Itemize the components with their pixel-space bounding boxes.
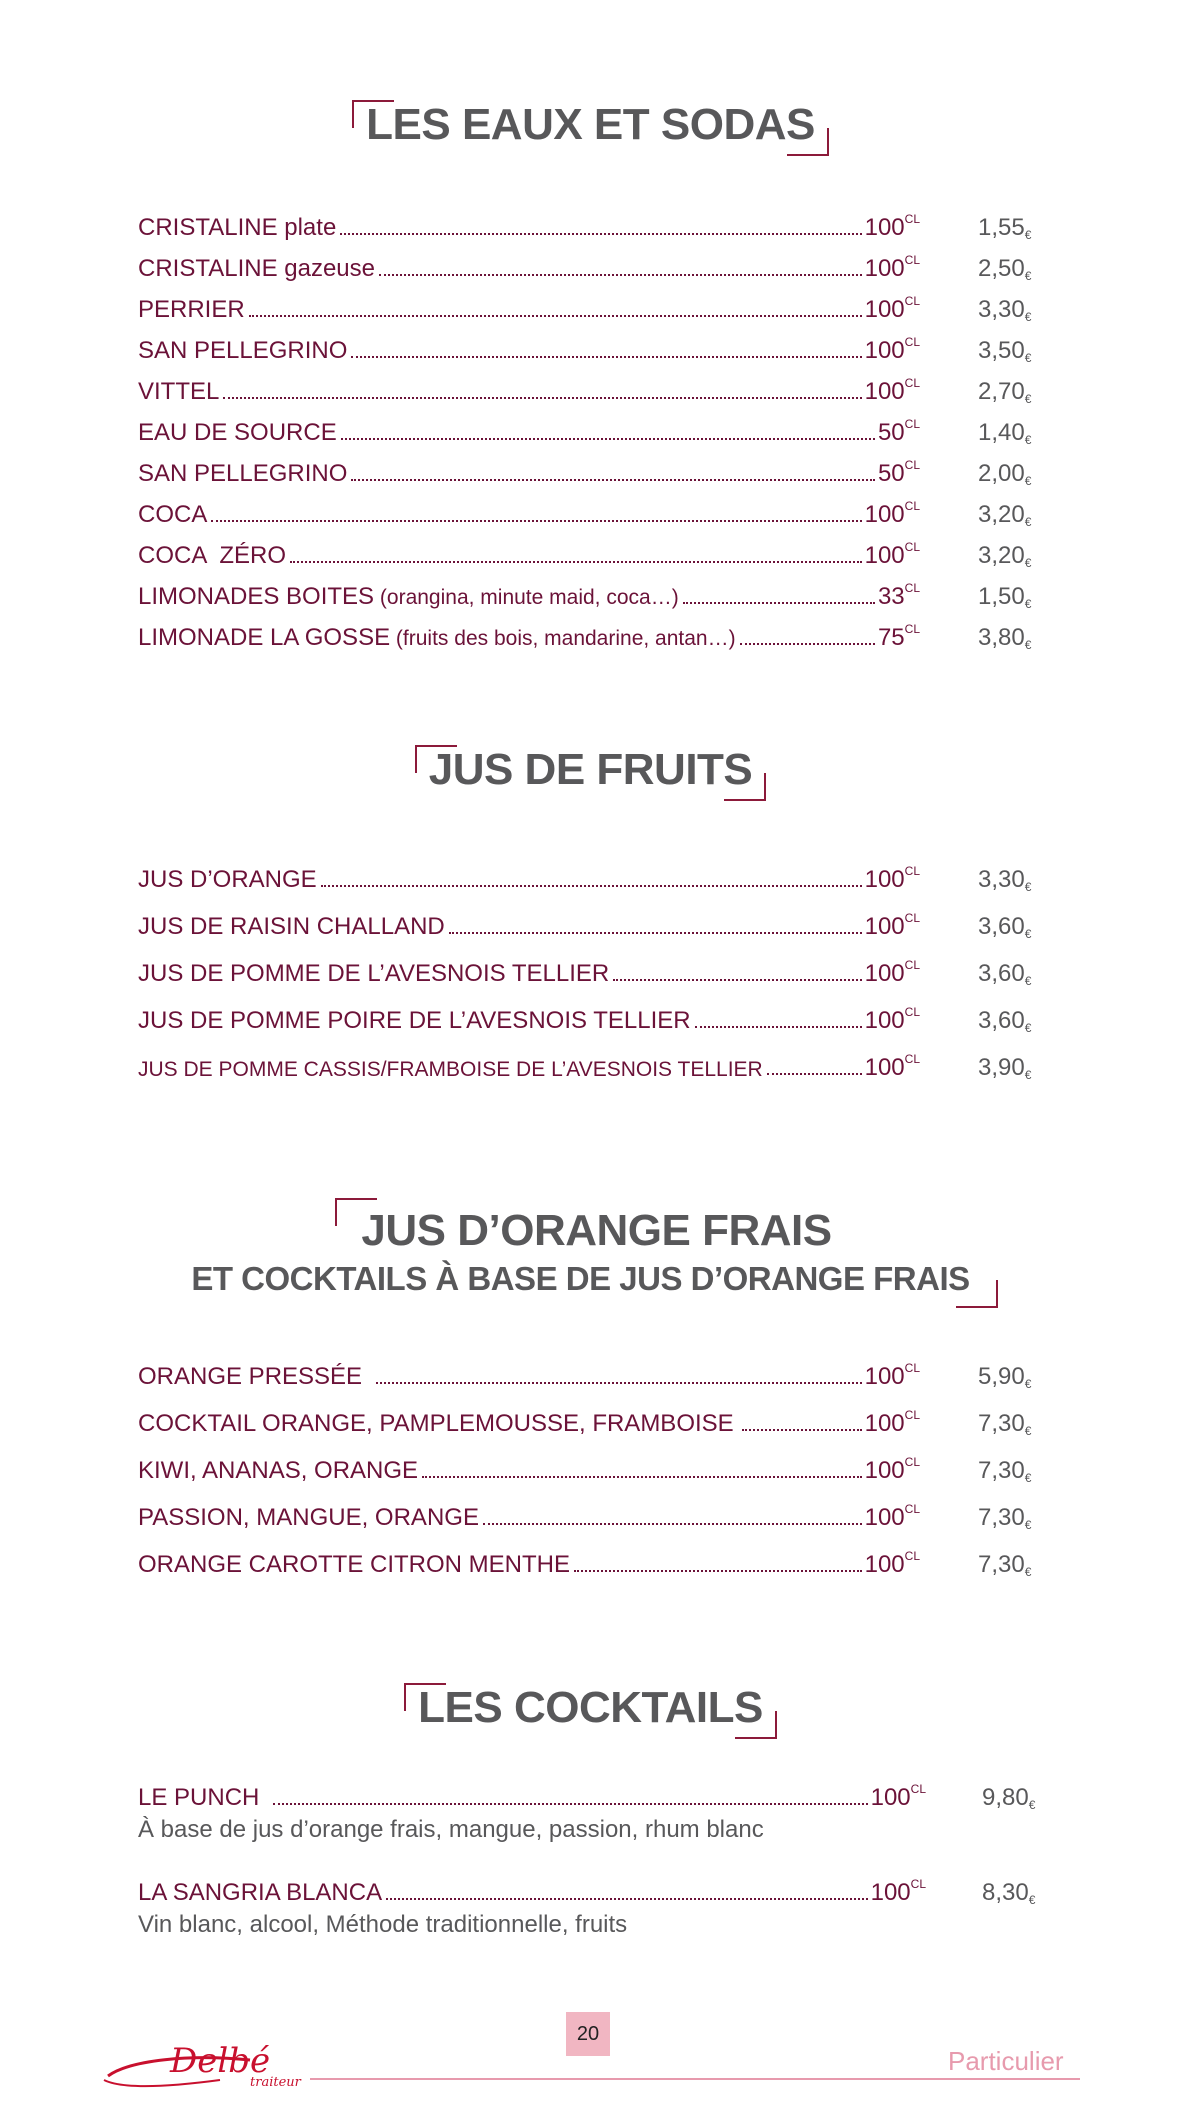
item-qty: 100	[870, 1784, 911, 1811]
item-price: 2,50	[978, 255, 1025, 282]
item-name: LA SANGRIA BLANCA	[138, 1879, 383, 1906]
item-name: JUS DE POMME POIRE DE L’AVESNOIS TELLIER	[138, 1007, 691, 1034]
title-bracket-bottom-right	[724, 773, 766, 801]
item-qty: 100	[864, 1457, 905, 1484]
item-unit: CL	[904, 1549, 920, 1563]
item-qty: 100	[864, 1007, 905, 1034]
currency-symbol: €	[1024, 433, 1032, 447]
item-qty: 100	[864, 1410, 905, 1437]
item-unit: CL	[904, 622, 920, 636]
currency-symbol: €	[1024, 927, 1032, 941]
section-subtitle: ET COCKTAILS À BASE DE JUS D’ORANGE FRAIS	[191, 1260, 970, 1297]
item-unit: CL	[904, 1455, 920, 1469]
leader-dots	[695, 1026, 862, 1028]
item-price: 3,50	[978, 337, 1025, 364]
item-name: SAN PELLEGRINO	[138, 460, 348, 487]
item-qty: 100	[864, 337, 905, 364]
item-unit: CL	[904, 1052, 920, 1066]
item-unit: CL	[904, 540, 920, 554]
currency-symbol: €	[1024, 1565, 1032, 1579]
section-title-orange	[0, 1198, 1181, 1298]
item-unit: CL	[904, 335, 920, 349]
item-price: 2,00	[978, 460, 1025, 487]
item-price: 3,90	[978, 1054, 1025, 1081]
menu-item	[138, 1357, 1038, 1404]
item-qty: 100	[864, 866, 905, 893]
currency-symbol: €	[1024, 1021, 1032, 1035]
menu-item	[138, 1545, 1038, 1592]
title-bracket-top-left	[415, 745, 457, 773]
leader-dots	[249, 315, 862, 317]
item-name: JUS DE POMME CASSIS/FRAMBOISE DE L’AVESNOIS TELLIER	[138, 1058, 763, 1081]
item-name: COCA ZÉRO	[138, 542, 287, 569]
logo-wordmark: Delbé	[170, 2041, 271, 2081]
menu-item	[138, 1404, 1038, 1451]
item-qty: 100	[864, 1054, 905, 1081]
item-price: 7,30	[978, 1410, 1025, 1437]
leader-dots	[742, 1429, 862, 1431]
leader-dots	[683, 602, 875, 604]
currency-symbol: €	[1024, 974, 1032, 988]
item-price: 8,30	[982, 1879, 1029, 1906]
item-name: COCA	[138, 501, 208, 528]
item-name: SAN PELLEGRINO	[138, 337, 348, 364]
menu-item	[138, 1048, 1038, 1095]
item-qty: 100	[870, 1879, 911, 1906]
currency-symbol: €	[1024, 597, 1032, 611]
item-price: 1,55	[978, 214, 1025, 241]
item-note: (fruits des bois, mandarine, antan…)	[390, 627, 736, 650]
item-name: COCKTAIL ORANGE, PAMPLEMOUSSE, FRAMBOISE	[138, 1410, 734, 1437]
item-qty: 100	[864, 378, 905, 405]
item-qty: 75	[877, 624, 905, 651]
menu-item	[138, 454, 1038, 495]
item-unit: CL	[904, 294, 920, 308]
menu-item	[138, 618, 1038, 659]
item-unit: CL	[910, 1782, 926, 1796]
item-price: 3,20	[978, 542, 1025, 569]
menu-item	[138, 1873, 1038, 1968]
item-name: PERRIER	[138, 296, 245, 323]
item-price: 1,40	[978, 419, 1025, 446]
title-bracket-bottom-right	[956, 1280, 998, 1308]
menu-item	[138, 372, 1038, 413]
menu-item	[138, 1778, 1038, 1873]
item-name: EAU DE SOURCE	[138, 419, 337, 446]
currency-symbol: €	[1024, 310, 1032, 324]
currency-symbol: €	[1024, 351, 1032, 365]
currency-symbol: €	[1024, 228, 1032, 242]
leader-dots	[376, 1382, 862, 1384]
leader-dots	[223, 397, 861, 399]
item-name: VITTEL	[138, 378, 220, 405]
item-unit: CL	[904, 581, 920, 595]
item-price: 3,60	[978, 1007, 1025, 1034]
page-number: 20	[566, 2012, 610, 2056]
item-unit: CL	[904, 1361, 920, 1375]
menu-item	[138, 290, 1038, 331]
title-bracket-top-left	[352, 100, 394, 128]
menu-item	[138, 495, 1038, 536]
item-price: 2,70	[978, 378, 1025, 405]
item-price: 3,30	[978, 296, 1025, 323]
item-unit: CL	[910, 1877, 926, 1891]
leader-dots	[449, 932, 862, 934]
item-name: ORANGE CAROTTE CITRON MENTHE	[138, 1551, 571, 1578]
item-qty: 100	[864, 1551, 905, 1578]
item-qty: 50	[877, 419, 905, 446]
item-name: CRISTALINE plate	[138, 214, 337, 241]
leader-dots	[574, 1570, 862, 1572]
menu-item	[138, 1451, 1038, 1498]
leader-dots	[379, 274, 862, 276]
item-name: LIMONADE LA GOSSE	[138, 624, 391, 651]
menu-item	[138, 249, 1038, 290]
menu-item	[138, 331, 1038, 372]
item-qty: 100	[864, 214, 905, 241]
section-title-jus	[0, 745, 1181, 795]
item-unit: CL	[904, 458, 920, 472]
currency-symbol: €	[1024, 880, 1032, 894]
currency-symbol: €	[1024, 1471, 1032, 1485]
item-unit: CL	[904, 253, 920, 267]
footer-rule	[310, 2078, 1080, 2080]
currency-symbol: €	[1024, 474, 1032, 488]
item-name: ORANGE PRESSÉE	[138, 1363, 363, 1390]
item-qty: 100	[864, 501, 905, 528]
item-price: 9,80	[982, 1784, 1029, 1811]
cocktails-list	[138, 1778, 1038, 1968]
footer-label: Particulier	[948, 2046, 1064, 2076]
item-price: 3,60	[978, 913, 1025, 940]
section-title-eaux	[0, 100, 1181, 150]
leader-dots	[767, 1073, 862, 1075]
leader-dots	[340, 233, 861, 235]
item-unit: CL	[904, 499, 920, 513]
currency-symbol: €	[1024, 1424, 1032, 1438]
item-name: LIMONADES BOITES	[138, 583, 375, 610]
item-unit: CL	[904, 417, 920, 431]
leader-dots	[290, 561, 862, 563]
delbe-logo	[100, 2030, 310, 2090]
eaux-list	[138, 208, 1038, 659]
item-price: 7,30	[978, 1457, 1025, 1484]
item-name: CRISTALINE gazeuse	[138, 255, 375, 282]
item-name: JUS DE RAISIN CHALLAND	[138, 913, 445, 940]
item-description: À base de jus d’orange frais, mangue, passion, rhum blanc	[138, 1816, 764, 1843]
item-unit: CL	[904, 864, 920, 878]
item-name: KIWI, ANANAS, ORANGE	[138, 1457, 419, 1484]
menu-item	[138, 1498, 1038, 1545]
item-qty: 100	[864, 913, 905, 940]
leader-dots	[351, 479, 875, 481]
item-name: LE PUNCH	[138, 1784, 260, 1811]
item-unit: CL	[904, 911, 920, 925]
item-price: 5,90	[978, 1363, 1025, 1390]
leader-dots	[613, 979, 861, 981]
title-bracket-top-left	[335, 1198, 377, 1226]
item-qty: 100	[864, 960, 905, 987]
leader-dots	[386, 1898, 868, 1900]
currency-symbol: €	[1024, 392, 1032, 406]
currency-symbol: €	[1028, 1798, 1036, 1812]
item-unit: CL	[904, 1408, 920, 1422]
section-title-text: JUS DE FRUITS	[428, 745, 753, 794]
item-unit: CL	[904, 1005, 920, 1019]
item-name: JUS D’ORANGE	[138, 866, 317, 893]
item-price: 1,50	[978, 583, 1025, 610]
title-bracket-top-left	[404, 1683, 446, 1711]
item-name: JUS DE POMME DE L’AVESNOIS TELLIER	[138, 960, 610, 987]
menu-item	[138, 208, 1038, 249]
currency-symbol: €	[1024, 269, 1032, 283]
currency-symbol: €	[1024, 1377, 1032, 1391]
currency-symbol: €	[1024, 515, 1032, 529]
menu-item	[138, 954, 1038, 1001]
leader-dots	[351, 356, 861, 358]
menu-item	[138, 907, 1038, 954]
item-price: 3,30	[978, 866, 1025, 893]
jus-list	[138, 860, 1038, 1095]
leader-dots	[422, 1476, 862, 1478]
menu-item	[138, 860, 1038, 907]
leader-dots	[740, 643, 875, 645]
title-bracket-bottom-right	[787, 128, 829, 156]
currency-symbol: €	[1024, 556, 1032, 570]
item-description: Vin blanc, alcool, Méthode traditionnelle, fruits	[138, 1911, 628, 1938]
leader-dots	[321, 885, 862, 887]
item-name: PASSION, MANGUE, ORANGE	[138, 1504, 479, 1531]
orange-list	[138, 1357, 1038, 1592]
menu-item	[138, 536, 1038, 577]
section-title-text: JUS D’ORANGE FRAIS	[361, 1206, 832, 1255]
currency-symbol: €	[1024, 1518, 1032, 1532]
item-qty: 100	[864, 1504, 905, 1531]
item-price: 3,20	[978, 501, 1025, 528]
item-qty: 100	[864, 296, 905, 323]
currency-symbol: €	[1024, 1068, 1032, 1082]
item-price: 3,80	[978, 624, 1025, 651]
item-unit: CL	[904, 212, 920, 226]
title-bracket-bottom-right	[735, 1711, 777, 1739]
leader-dots	[483, 1523, 862, 1525]
item-qty: 100	[864, 255, 905, 282]
item-qty: 100	[864, 542, 905, 569]
menu-item	[138, 1001, 1038, 1048]
item-price: 7,30	[978, 1504, 1025, 1531]
item-qty: 33	[877, 583, 905, 610]
logo-subtext: traiteur	[250, 2075, 301, 2090]
item-unit: CL	[904, 958, 920, 972]
leader-dots	[273, 1803, 867, 1805]
item-qty: 50	[877, 460, 905, 487]
menu-item	[138, 413, 1038, 454]
currency-symbol: €	[1028, 1893, 1036, 1907]
item-unit: CL	[904, 376, 920, 390]
leader-dots	[211, 520, 861, 522]
leader-dots	[341, 438, 875, 440]
item-unit: CL	[904, 1502, 920, 1516]
currency-symbol: €	[1024, 638, 1032, 652]
section-title-text: LES COCKTAILS	[418, 1683, 763, 1732]
section-title-text: LES EAUX ET SODAS	[366, 100, 815, 149]
item-price: 3,60	[978, 960, 1025, 987]
menu-item	[138, 577, 1038, 618]
section-title-cocktails	[0, 1683, 1181, 1733]
item-note: (orangina, minute maid, coca…)	[374, 586, 679, 609]
item-price: 7,30	[978, 1551, 1025, 1578]
item-qty: 100	[864, 1363, 905, 1390]
